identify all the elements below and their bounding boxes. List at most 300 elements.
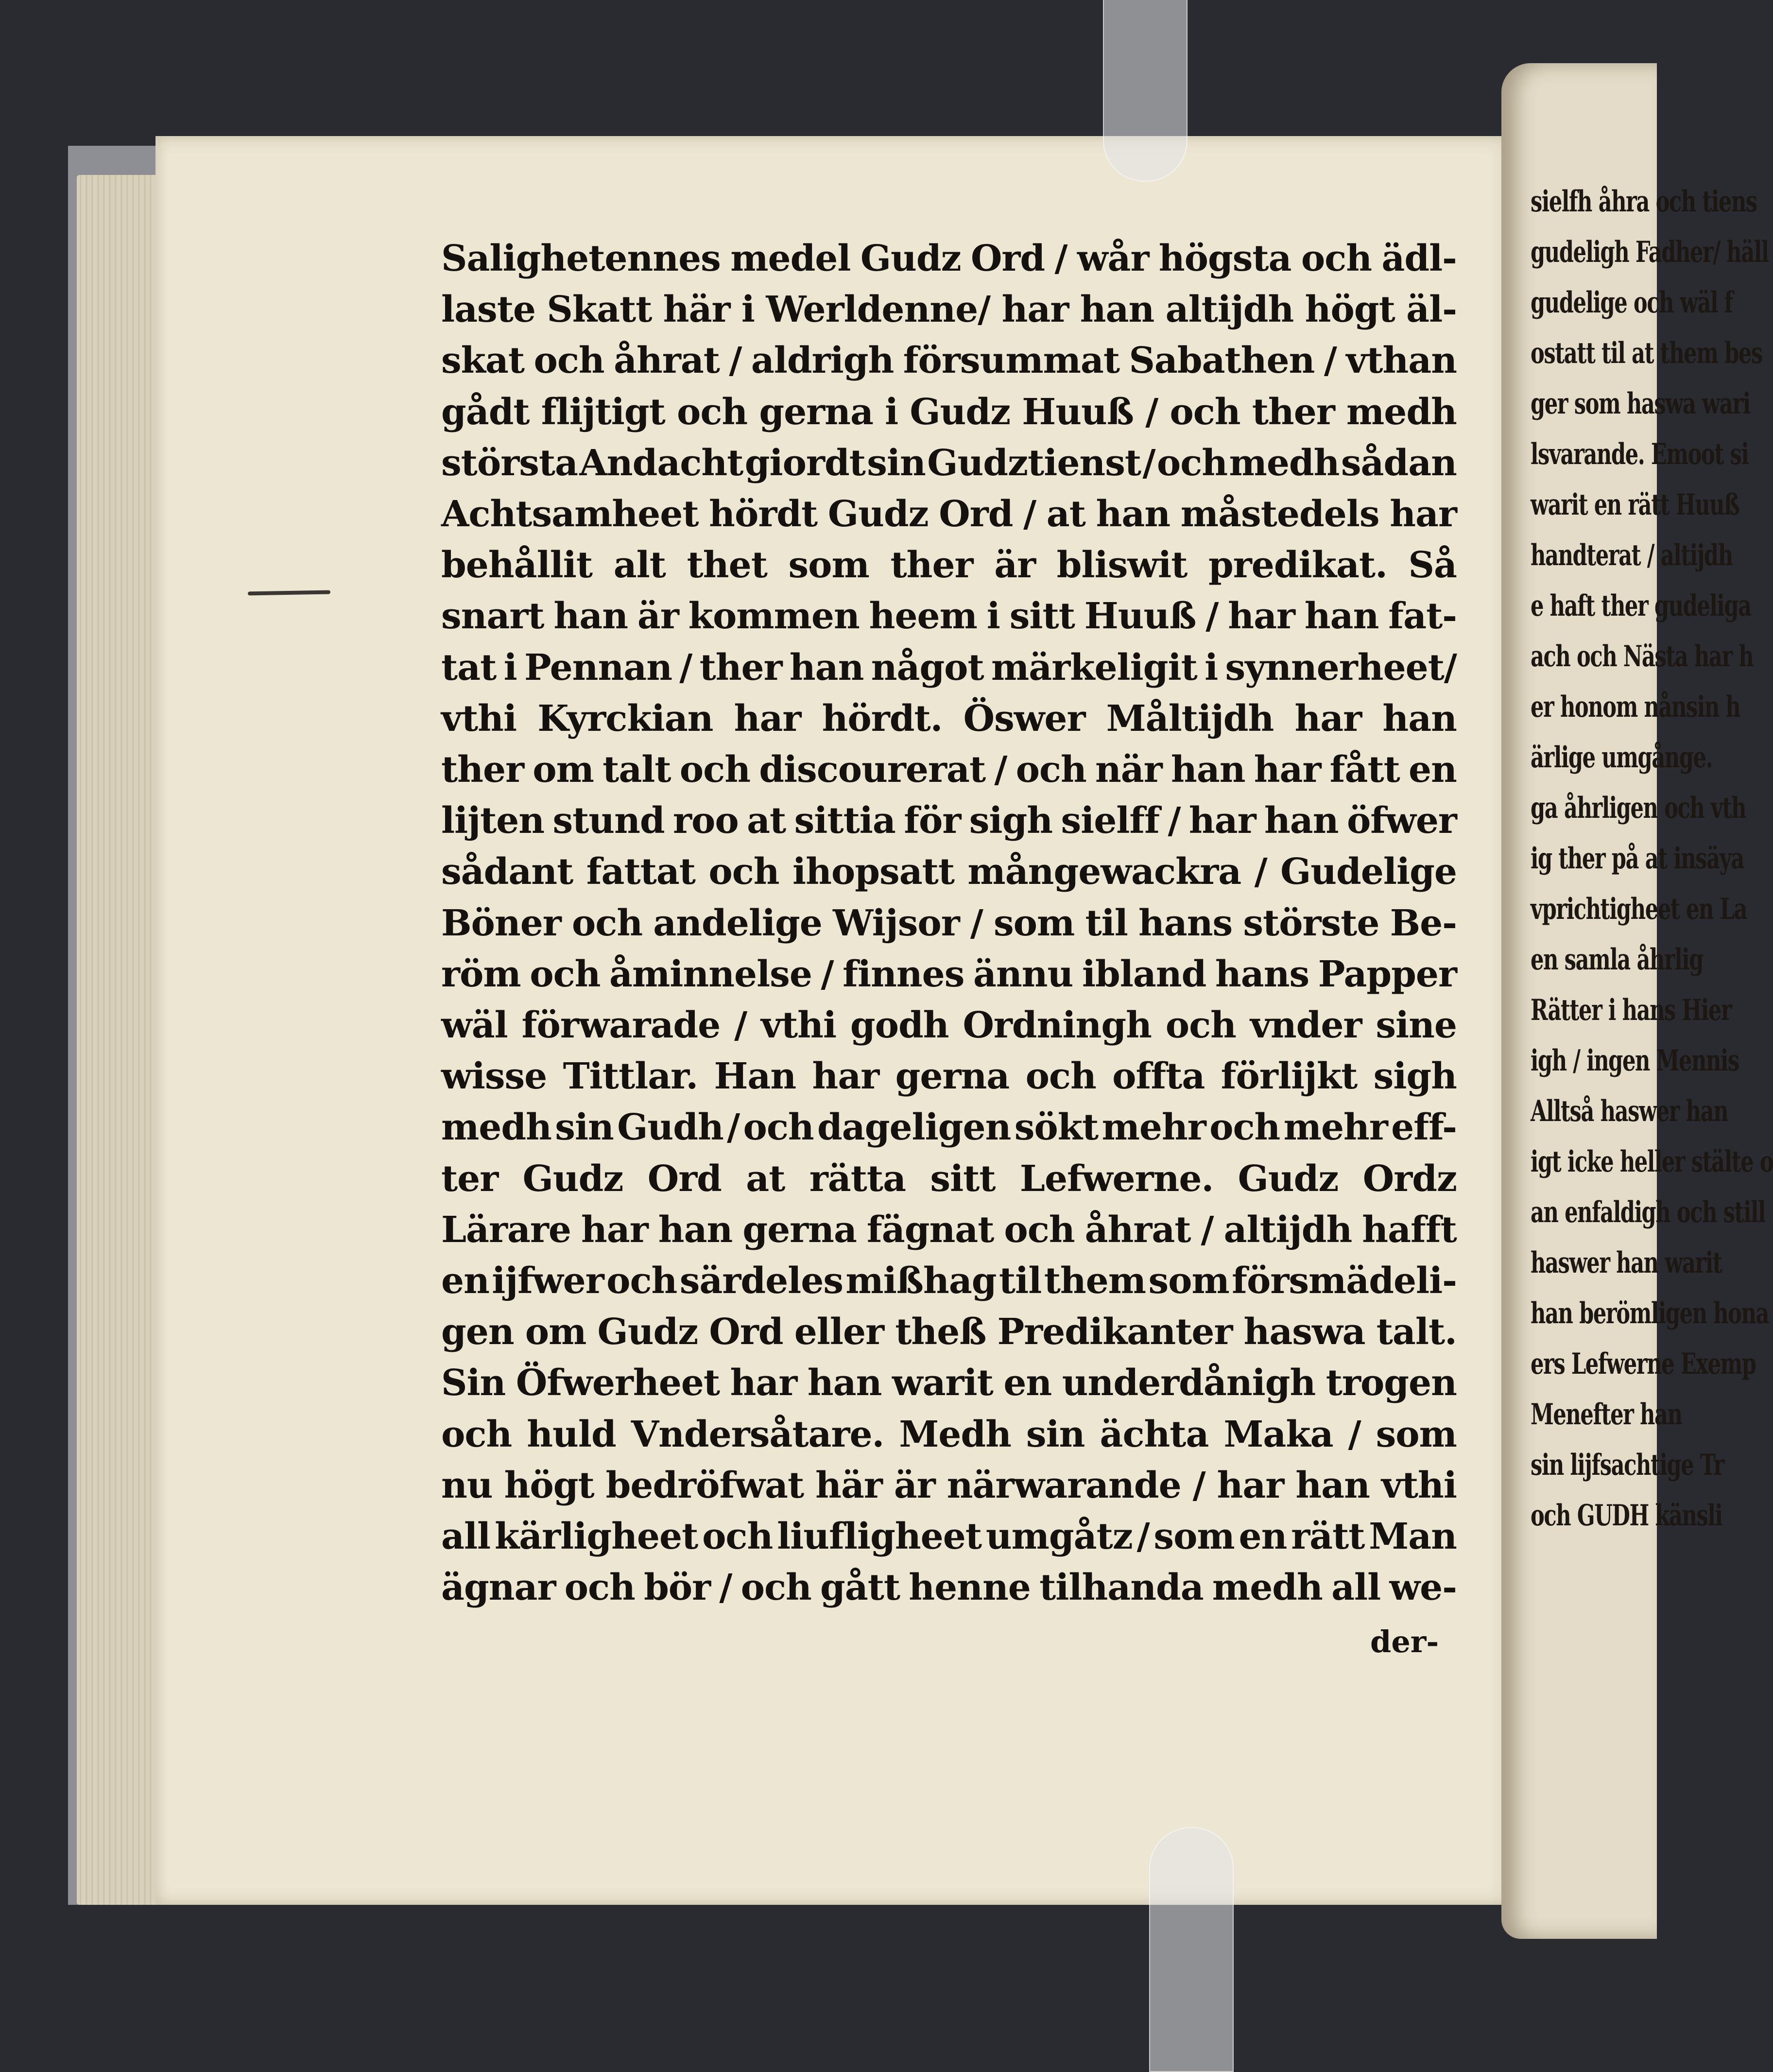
text-word: Gudztienst	[927, 442, 1141, 484]
text-word: /	[679, 646, 692, 689]
facing-text-line: Alltså haswer han	[1531, 1094, 1728, 1128]
text-word: ter	[441, 1157, 499, 1200]
text-word: försmädeli-	[1232, 1260, 1457, 1302]
text-word: ther	[890, 544, 973, 587]
text-word: Skatt	[547, 289, 652, 331]
text-word: störste	[1243, 902, 1379, 944]
text-line	[441, 1567, 1457, 1608]
text-word: för	[904, 800, 961, 842]
text-word: /	[1136, 1516, 1150, 1557]
facing-text-line: lsvarande. Emoot si	[1531, 437, 1749, 471]
text-word: sielff	[1061, 800, 1160, 842]
text-word: til	[1085, 902, 1128, 944]
text-line	[441, 1260, 1457, 1301]
text-line	[441, 238, 1457, 279]
text-word: predikat.	[1208, 544, 1387, 587]
facing-text-line: ostatt til at them bes	[1531, 336, 1762, 370]
text-word: högt	[504, 1464, 594, 1506]
top-page-clip	[1103, 0, 1188, 182]
text-word: Så	[1408, 544, 1457, 587]
facing-text-line: an enfaldigh och still	[1531, 1195, 1765, 1229]
text-word: sigh	[969, 800, 1053, 842]
text-word: medh	[441, 1106, 551, 1149]
text-word: som	[1376, 1413, 1457, 1455]
text-word: och	[530, 953, 601, 995]
text-word: Sin	[441, 1362, 506, 1404]
text-word: är	[637, 595, 679, 638]
text-word: Man	[1369, 1516, 1457, 1557]
text-word: som	[1153, 1516, 1235, 1557]
text-word: at	[1046, 493, 1085, 535]
facing-text-line: han berömligen hona	[1531, 1296, 1769, 1330]
text-word: Gudelige	[1280, 851, 1457, 893]
text-line	[441, 749, 1457, 790]
text-word: sin	[555, 1106, 614, 1149]
text-word: Böner	[441, 902, 561, 944]
text-word: warit	[892, 1362, 993, 1404]
text-word: är	[994, 544, 1036, 587]
text-word: /	[729, 340, 742, 382]
text-line	[441, 954, 1457, 995]
text-word: om	[533, 749, 594, 791]
text-word: han	[807, 1362, 882, 1404]
text-word: vthi	[760, 1004, 837, 1046]
text-word: har	[581, 1209, 648, 1251]
facing-text-line: igt icke heller stälte o	[1531, 1145, 1773, 1179]
facing-text-line: ig ther på at insäya	[1531, 842, 1744, 876]
text-word: /	[970, 902, 983, 944]
text-word: tat	[441, 646, 497, 689]
text-word: och	[534, 340, 604, 382]
text-word: flijtigt	[541, 391, 665, 433]
text-word: at	[746, 1157, 785, 1200]
text-word: wisse	[441, 1055, 547, 1098]
text-word: mångewackra	[967, 851, 1241, 893]
text-word: medh	[1212, 1567, 1323, 1609]
text-word: Predikanter	[997, 1311, 1233, 1353]
text-word: huld	[527, 1413, 616, 1455]
text-word: röm	[441, 953, 521, 995]
text-word: ibland	[1082, 953, 1206, 995]
text-word: Wijsor	[833, 902, 960, 944]
facing-text-line: warit en rätt Huuß	[1531, 488, 1739, 522]
text-word: tilhanda	[1039, 1567, 1204, 1609]
text-word: åhrat	[1084, 1209, 1191, 1251]
text-word: vthi	[441, 697, 517, 740]
text-word: all	[1331, 1567, 1381, 1609]
text-word: /	[1205, 595, 1219, 638]
text-line	[441, 1363, 1457, 1403]
text-word: och	[1156, 442, 1228, 484]
facing-text-line: sin lijfsachtige Tr	[1531, 1448, 1724, 1482]
text-word: förlijkt	[1221, 1055, 1358, 1098]
facing-text-line: ger som haswa wari	[1531, 387, 1750, 421]
text-word: i	[1205, 646, 1218, 689]
text-word: Sabathen	[1129, 340, 1315, 382]
text-word: när	[1095, 749, 1162, 791]
text-word: och	[676, 391, 748, 433]
text-word: altijdh	[1223, 1209, 1352, 1251]
text-word: gerna	[895, 1055, 1010, 1098]
text-word: haswa	[1243, 1311, 1365, 1353]
facing-text-line: handterat / altijdh	[1531, 538, 1733, 572]
text-word: en	[1003, 1362, 1052, 1404]
text-word: fat-	[1388, 595, 1457, 638]
text-word: här	[663, 289, 730, 331]
text-word: högsta	[1158, 238, 1291, 279]
text-word: mißhag	[845, 1260, 997, 1302]
text-word: närwarande	[947, 1464, 1181, 1506]
facing-text-line: gudelige och wäl f	[1531, 286, 1733, 320]
text-word: han	[789, 646, 864, 689]
text-word: förwarade	[521, 1004, 721, 1046]
text-line	[441, 1209, 1457, 1250]
text-word: Ord	[939, 493, 1013, 535]
text-word: laste	[441, 289, 535, 331]
text-word: /	[1168, 800, 1181, 842]
text-word: som	[1148, 1260, 1229, 1302]
text-word: talt	[602, 749, 671, 791]
text-word: Huuß	[1022, 391, 1134, 433]
text-word: ihopsatt	[792, 851, 955, 893]
text-word: han	[1304, 595, 1379, 638]
text-line	[441, 596, 1457, 637]
text-line	[441, 1158, 1457, 1199]
text-word: ädl-	[1381, 238, 1457, 279]
text-word: Ordningh	[963, 1004, 1152, 1046]
text-word: /	[1145, 391, 1158, 433]
text-line	[441, 1005, 1457, 1046]
text-word: och	[702, 1516, 773, 1557]
text-word: behållit	[441, 544, 593, 587]
text-word: sigh	[1373, 1055, 1457, 1098]
text-word: henne	[909, 1567, 1031, 1609]
text-word: har	[734, 697, 801, 740]
facing-text-line: ga åhrligen och vth	[1531, 791, 1746, 825]
text-word: medh	[1346, 391, 1457, 433]
text-line	[441, 443, 1457, 483]
text-word: är	[894, 1464, 935, 1506]
text-word: och	[1025, 1055, 1096, 1098]
text-word: han	[1171, 749, 1245, 791]
text-word: ännu	[973, 953, 1073, 995]
text-word: aldrigh	[751, 340, 894, 382]
facing-text-line: och GUDH känsli	[1531, 1499, 1722, 1533]
text-word: i	[986, 595, 1000, 638]
text-word: eff-	[1391, 1106, 1457, 1149]
facing-text-line: ärlige umgånge.	[1531, 741, 1713, 775]
text-word: medh	[1229, 442, 1340, 484]
text-word: we-	[1389, 1567, 1457, 1609]
text-word: och	[1165, 1004, 1236, 1046]
text-word: Gudz	[522, 1157, 623, 1200]
text-word: och	[606, 1260, 677, 1302]
text-word: /	[821, 953, 834, 995]
text-word: han	[658, 1209, 733, 1251]
text-word: hans	[1215, 953, 1309, 995]
text-word: all	[441, 1516, 491, 1557]
text-word: och	[1170, 391, 1240, 433]
text-word: om	[525, 1311, 586, 1353]
text-word: gen	[441, 1311, 514, 1353]
text-word: ägnar	[441, 1567, 556, 1609]
text-word: skat	[441, 340, 525, 382]
text-word: han	[553, 595, 628, 638]
text-word: han	[1264, 800, 1339, 842]
facing-text-line: igh / ingen Mennis	[1531, 1044, 1739, 1078]
text-word: eller	[794, 1311, 884, 1353]
text-word: Tittlar.	[563, 1055, 698, 1098]
text-word: medel	[730, 238, 851, 279]
text-word: gått	[820, 1567, 900, 1609]
text-word: sitt	[930, 1157, 996, 1200]
text-word: hördt.	[822, 697, 943, 740]
text-word: /	[994, 749, 1007, 791]
text-word: bör	[644, 1567, 711, 1609]
text-word: /	[719, 1567, 732, 1609]
text-word: ther	[441, 749, 524, 791]
text-word: Andacht	[579, 442, 743, 484]
text-line	[441, 1107, 1457, 1148]
text-word: Öswer	[963, 697, 1085, 740]
text-word: ijfwer	[492, 1260, 604, 1302]
text-word: offta	[1112, 1055, 1205, 1098]
text-word: Gudz	[827, 493, 929, 535]
text-word: Ord	[647, 1157, 722, 1200]
text-word: rätt	[1291, 1516, 1365, 1557]
facing-text-line: Rätter i hans Hier	[1531, 993, 1732, 1027]
text-word: Lärare	[441, 1209, 571, 1251]
facing-text-line: ers Lefwerne Exemp	[1531, 1347, 1756, 1381]
text-word: altijdh	[1165, 289, 1294, 331]
text-word: thet	[687, 544, 767, 587]
text-word: theß	[895, 1311, 986, 1353]
text-word: discourerat	[759, 749, 986, 791]
text-word: och	[564, 1567, 635, 1609]
text-word: en	[441, 1260, 489, 1302]
text-word: åminnelse	[609, 953, 812, 995]
text-word: och	[1004, 1209, 1075, 1251]
text-word: och	[1209, 1106, 1280, 1149]
text-word: bedröfwat	[605, 1464, 804, 1506]
text-word: fägnat	[866, 1209, 994, 1251]
facing-text-line: en samla åhrlig	[1531, 943, 1703, 977]
text-word: synnerheet/	[1225, 646, 1457, 689]
text-word: ächta	[1100, 1413, 1209, 1455]
text-word: och	[708, 851, 779, 893]
text-word: sin	[1026, 1413, 1085, 1455]
text-word: Öfwerheet	[516, 1362, 720, 1404]
text-word: kärligheet	[494, 1516, 698, 1557]
text-word: bliswit	[1056, 544, 1188, 587]
text-word: nu	[441, 1464, 493, 1506]
text-word: särdeles	[679, 1260, 843, 1302]
text-line	[441, 647, 1457, 688]
text-word: och	[1301, 238, 1372, 279]
text-word: ther	[699, 646, 782, 689]
text-word: trogen	[1325, 1362, 1457, 1404]
text-word: sådant	[441, 851, 573, 893]
text-word: giordt	[744, 442, 865, 484]
text-line	[441, 545, 1457, 586]
text-word: talt.	[1376, 1311, 1457, 1353]
text-word: måstedels	[1180, 493, 1379, 535]
text-word: at	[747, 800, 786, 842]
text-word: och	[679, 749, 750, 791]
facing-text-line: er honom nånsin h	[1531, 690, 1740, 724]
text-word: försummat	[903, 340, 1120, 382]
text-word: Salighetennes	[441, 238, 721, 279]
facing-text-line: gudeligh Fadher/ häll	[1531, 235, 1769, 269]
text-word: /	[1054, 238, 1067, 279]
text-word: Måltijdh	[1106, 697, 1274, 740]
text-word: Gudz	[1238, 1157, 1339, 1200]
text-word: /	[1324, 340, 1337, 382]
text-word: Be-	[1390, 902, 1457, 944]
text-word: finnes	[843, 953, 964, 995]
text-word: sådan	[1341, 442, 1457, 484]
text-word: hans	[1138, 902, 1233, 944]
text-word: Ord	[970, 238, 1045, 279]
text-word: öfwer	[1346, 800, 1457, 842]
text-word: Gudz	[597, 1311, 698, 1353]
text-word: största	[441, 442, 578, 484]
text-line	[441, 289, 1457, 330]
text-word: wår	[1077, 238, 1149, 279]
text-word: har	[812, 1055, 879, 1098]
text-word: alt	[613, 544, 666, 587]
text-word: vthi	[1381, 1464, 1457, 1506]
text-line	[441, 1312, 1457, 1352]
text-word: ther	[1252, 391, 1335, 433]
text-word: har	[730, 1362, 797, 1404]
text-word: snart	[441, 595, 544, 638]
text-word: i	[885, 391, 898, 433]
text-word: han	[1382, 697, 1457, 740]
facing-text-line: ach och Nästa har h	[1531, 639, 1754, 673]
text-word: /	[1192, 1464, 1205, 1506]
text-word: godh	[850, 1004, 949, 1046]
text-line	[441, 1056, 1457, 1097]
text-word: och	[571, 902, 643, 944]
text-word: har	[1188, 800, 1256, 842]
text-word: gerna	[759, 391, 873, 433]
text-word: sittia	[794, 800, 895, 842]
text-word: Pennan	[524, 646, 672, 689]
text-word: han	[1096, 493, 1171, 535]
text-word: äl-	[1406, 289, 1457, 331]
text-word: åhrat	[614, 340, 720, 382]
text-word: i	[503, 646, 517, 689]
text-word: har	[1217, 1464, 1284, 1506]
catchword: der-	[1370, 1624, 1439, 1659]
text-word: gerna	[742, 1209, 857, 1251]
text-word: sin	[867, 442, 926, 484]
text-word: fått	[1329, 749, 1400, 791]
text-word: och	[743, 1106, 814, 1149]
text-line	[441, 903, 1457, 944]
text-word: kommen	[688, 595, 860, 638]
text-line	[441, 698, 1457, 739]
text-word: han	[1080, 289, 1154, 331]
text-word: umgåtz	[985, 1516, 1133, 1557]
text-word: Ordz	[1362, 1157, 1457, 1200]
text-word: /	[727, 1106, 740, 1149]
text-word: Medh	[899, 1413, 1011, 1455]
text-word: hördt	[709, 493, 818, 535]
text-word: Werldenne/	[766, 289, 991, 331]
text-word: Ord	[709, 1311, 783, 1353]
text-word: har	[1001, 289, 1069, 331]
bottom-page-clip	[1149, 1827, 1234, 2072]
text-word: Papper	[1318, 953, 1457, 995]
text-word: til	[998, 1260, 1042, 1302]
text-word: en	[1409, 749, 1457, 791]
text-word: Maka	[1223, 1413, 1333, 1455]
text-word: har	[1390, 493, 1457, 535]
text-word: här	[815, 1464, 882, 1506]
text-word: vnder	[1250, 1004, 1362, 1046]
text-line	[441, 1516, 1457, 1557]
text-word: och	[1016, 749, 1086, 791]
text-word: /	[1201, 1209, 1214, 1251]
text-word: wäl	[441, 1004, 508, 1046]
text-word: högt	[1305, 289, 1395, 331]
text-word: och	[740, 1567, 811, 1609]
text-word: underdånigh	[1062, 1362, 1316, 1404]
text-word: Vndersåtare.	[631, 1413, 884, 1455]
text-word: Huuß	[1084, 595, 1196, 638]
text-line	[441, 392, 1457, 432]
text-line	[441, 1465, 1457, 1506]
text-word: stund	[552, 800, 665, 842]
text-word: /	[1142, 442, 1155, 484]
text-word: dageligen	[817, 1106, 1011, 1149]
text-line	[441, 1414, 1457, 1455]
text-word: /	[734, 1004, 747, 1046]
text-word: en	[1239, 1516, 1287, 1557]
facing-text-line: Menefter han	[1531, 1398, 1682, 1432]
text-word: har	[1294, 697, 1362, 740]
facing-text-line: vprichtigheet en La	[1531, 892, 1747, 926]
text-word: han	[1295, 1464, 1370, 1506]
text-line	[441, 851, 1457, 892]
text-word: them	[1044, 1260, 1146, 1302]
text-line	[441, 340, 1457, 381]
text-line	[441, 494, 1457, 535]
text-word: har	[1254, 749, 1321, 791]
facing-text-line: sielfh åhra och tiens	[1531, 185, 1757, 219]
text-word: något	[871, 646, 984, 689]
text-word: sine	[1376, 1004, 1457, 1046]
text-word: andelige	[653, 902, 822, 944]
text-word: roo	[673, 800, 739, 842]
text-word: lijten	[441, 800, 545, 842]
text-word: märkeligit	[991, 646, 1197, 689]
facing-book-page	[1501, 63, 1773, 1939]
text-word: Kyrckian	[537, 697, 713, 740]
text-word: fattat	[586, 851, 695, 893]
text-word: hafft	[1362, 1209, 1457, 1251]
text-word: /	[1254, 851, 1267, 893]
facing-text-line: haswer han warit	[1531, 1246, 1722, 1280]
text-word: Lefwerne.	[1019, 1157, 1214, 1200]
facing-text-line: e haft ther gudeliga	[1531, 589, 1751, 623]
text-word: Gudh	[617, 1106, 723, 1149]
text-word: /	[1023, 493, 1036, 535]
text-word: i	[741, 289, 755, 331]
text-line	[441, 800, 1457, 841]
